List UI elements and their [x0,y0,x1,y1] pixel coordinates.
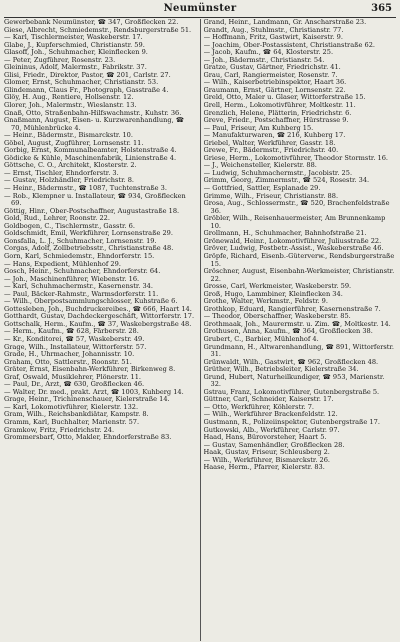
directory-entry: Grand, Heinr., Landmann, Gr. Anscharstraße 23. [203,19,367,26]
directory-entry: — Gustav, Holzhändler, Friedrichstr. 8. [4,176,134,185]
directory-entry: Grollmann, H., Schuhmacher, Bahnhofstraße 21. [203,229,367,238]
directory-entry: — Wilh., Oberpostsammlungschlosser, Kuhstraße 6. [4,297,178,306]
directory-entry: Gottschalk, Herm., Kaufm., ☎ 37, Waskebergstraße 48. [4,319,192,328]
directory-entry: — Joh., Bädermstr., Christianstr. 54. [203,55,325,64]
directory-entry: Glomer, Ernst, Schuhmacher, Christianstr. 53. [4,78,159,87]
directory-entry: — Karl, Lokomotivführer, Kielerstr. 132. [4,402,139,411]
directory-entry: Gröver, Ludwig, Postbetr.-Assist., Waskeberstraße 46. [203,244,384,253]
directory-entry: Gonsfalla, L. J., Schuhmacher, Lornsenstr. 19. [4,236,157,245]
directory-entry: Glabe, J., Kupferschmied, Christianstr. 59. [4,40,145,49]
directory-entry: — Hans, Expedient, Mühlenhof 29. [4,259,121,268]
directory-entry: — Peter, Zugführer, Rosenstr. 23. [4,55,116,64]
directory-entry: Grosse, Carl, Werkmeister, Waskeberstr. 59. [203,282,352,291]
directory-entry: Graham, Otto, Sattlerstr., Roonstr. 51. [4,357,132,366]
directory-entry: Gräter, Ernst, Eisenbahn-Werkführer, Birkenweg 8. [4,365,176,374]
directory-entry: Gröbler, Wilh., Reisenhauermeister, Am Brunnenkamp 10. [203,214,386,230]
directory-entry: — Wilh., Werkführer, Bismarckstr. 26. [203,455,330,464]
directory-entry: Haak, Gustav, Friseur, Schleusberg 2. [203,448,330,457]
directory-entry: Grund, Hubert, Naturheilkundiger, ☎ 953, Marienstr. 32. [203,372,385,389]
directory-entry: Gnaß, Otto, Straßenbahn-Hilfswachmstr., Kuhstr. 36. [4,108,182,117]
directory-entry: — Jacob, Kaufm., ☎ 64, Klosterstr. 25. [203,48,334,57]
directory-entry: Gorn, Karl, Schmiedemstr., Ehndorferstr. 15. [4,251,155,260]
directory-entry: Groß, Hugo, Lammbiner, Kleinflecken 34. [203,289,343,298]
directory-entry: Glisi, Friedr., Direktor, Pastor, ☎ 201, Carlstr. 27. [4,70,171,79]
directory-entry: — Gustav, Samenhändler, Großflecken 28. [203,440,345,449]
directory-columns [4,19,396,641]
directory-entry: — Karl, Tischlermeister, Waskeberstr. 17. [4,33,143,42]
directory-entry: — Wilh., Werkführer Brackenfeldstr. 12. [203,410,338,419]
directory-entry: — Joh., Maschinenführer, Wiebenstr. 16. [4,274,140,283]
directory-entry: Grönewald, Heinr., Lokomotivführer, Juliusstraße 22. [203,236,382,245]
directory-entry: Grage, Wilh., Installateur, Wittorferstr. 57. [4,342,147,351]
directory-entry: — Walter, Dr. med., prakt. Arzt, ☎ 1003, Kuhberg 14. [4,387,184,396]
directory-entry: — Heinr., Bädermstr., Bismarckstr. 10. [4,131,133,140]
directory-entry: — Otto, Werkführer, Köhlerstr. 7. [203,402,315,411]
directory-entry: Greve, Friedr., Postschaffner, Hürstrasse 9. [203,116,349,125]
directory-entry: Greld, Otto, Maler u. Glaser, Wittorferstraße 15. [203,93,366,102]
directory-entry: — Ernst, Tischler, Ehndorferstr. 3. [4,168,119,177]
header-rule [4,17,396,18]
directory-entry: Graf, Oswald, Musiklehrer, Plönerstr. 11. [4,372,142,381]
directory-entry: Grubert, C., Barbier, Mühlenhof 4. [203,334,319,343]
directory-entry: Göttig, Hinr., Ober-Postschaffner, Augustastraße 18. [4,206,180,215]
directory-entry: Gold, Rud., Lehrer, Roonstr. 22. [4,214,110,223]
directory-entry: Gröpfe, Richard, Eisenb.-Güterverw., Rendsburgerstraße 15. [203,251,395,268]
directory-entry: — Ludwig, Schuhmachermstr., Jacobistr. 25. [203,168,353,177]
directory-entry: Grundmann, H., Altwarenhandlung, ☎ 891, Wittorferstr. 31. [203,342,394,359]
directory-entry: Grell, Herm., Lokomotivführer, Moltkestr. 11. [203,101,356,110]
directory-entry: — Paul, Friseur, Am Kuhberg 15. [203,123,314,132]
directory-entry: Gödicke & Kühle, Maschinenfabrik, Linienstraße 4. [4,153,177,162]
directory-entry: — J., Weichensteller, Kielerstr. 88. [203,161,317,170]
directory-entry: — Wilh., Kaiserbetriebinspektor, Haart 36. [203,78,347,87]
directory-entry: Gustmann, R., Polizeiinspektor, Gutenbergstraße 17. [203,417,380,426]
directory-entry: Grewe, Fr., Bädermstr., Friedrichstr. 40. [203,146,339,155]
directory-entry: Grage, Heinr., Trichinenschauer, Kielerstraße 14. [4,395,170,404]
directory-entry: Grenzlich, Helene, Plätterin, Friedrichstr. 6. [203,108,352,117]
directory-entry: Gröschner, August, Eisenbahn-Werkmeister, Christianstr. 22. [203,267,395,283]
directory-entry: — Heinr., Bädermstr., ☎ 1087, Tuchtenstraße 3. [4,184,167,193]
directory-entry: Grosa, Aug., Schlossermstr., ☎ 520, Brachenfeldstraße 36. [203,199,390,215]
directory-entry: Gutkowski, Alb., Werkführer, Carlstr. 97. [203,425,340,434]
directory-entry: Giese, Albrecht, Schmiedemstr., Rendsburgerstraße 51. [4,25,192,34]
directory-entry: Gorbig, Ernst, Kommunalbeamter, Holstenstraße 4. [4,146,177,155]
right-column [204,19,397,641]
left-column [4,19,197,641]
page-number: 365 [371,3,392,14]
directory-entry: Griebel, Walter, Werkführer, Gasstr. 18. [203,138,336,147]
directory-entry: Grothe, Walter, Werkmstr., Feldstr. 9. [203,297,328,306]
page-title: Neumünster [163,3,237,14]
directory-entry: Gramkow, Fritz, Friedrichstr. 24. [4,425,115,434]
directory-entry: Corgas, Adolf, Zollbetriebsstr., Christianstraße 48. [4,244,174,253]
directory-entry: Glorer, Joh., Malermstr., Wieslanstr. 13. [4,101,137,110]
directory-entry: — Paul, Bäcker-Rahmstr., Warmsdorferstr. 11. [4,289,159,298]
directory-entry: Gram, Wilh., Reichsbankdiätar, Kampstr. 8. [4,410,149,419]
directory-entry: — Manufakturwaren, ☎ 216, Kuhberg 17. [203,131,346,140]
directory-entry: Grimm, Georg, Zimmermstr., ☎ 524, Rosestr. 34. [203,176,370,185]
directory-entry: Grade, H., Uhrmacher, Johannisstr. 10. [4,350,135,359]
directory-entry: Gstrau, Franz, Lokomotivführer, Gutenbergstraße 5. [203,387,380,396]
column-divider [200,19,201,641]
directory-entry: — Gottfried, Sattler, Esplanade 29. [203,184,321,193]
directory-entry: — Rob., Klempner u. Installateur, ☎ 934, Großflecken 69. [4,191,186,208]
directory-entry: Gosch, Heinr., Schuhmacher, Ehndorferstr. 64. [4,267,161,276]
directory-entry: Gottesleben, Joh., Buchdruckereibes., ☎ 666, Haart 14. [4,304,192,313]
directory-entry: Glindemann, Claus Fr., Photograph, Gasstraße 4. [4,85,169,94]
directory-entry: Gleininus, Adolf, Malermstr., Fabrikstr. 37. [4,63,147,72]
directory-entry: Gnaßmann, August, Eisen- u. Kurzwarenhandlung, ☎ 70, Mühlenbrücke 4. [4,116,185,132]
directory-entry: Gotthardt, Gustav, Dachdeckergeschäft, Wittorferstr. 17. [4,312,195,321]
directory-entry: — Herm., Kaufm., ☎ 628, Färberstr. 28. [4,327,139,336]
directory-entry: — Kr., Konditorei, ☎ 57, Waskeberstr. 49. [4,334,145,343]
directory-entry: Gramm, Karl, Buchhalter, Marienstr. 57. [4,417,140,426]
directory-entry: — Theodor, Oberschaffner, Waskeberstr. 85. [203,312,351,321]
directory-entry: Grommersbarf, Otto, Makler, Ehndorferstraße 83. [4,433,172,442]
directory-entry: Grothusen, Anna, Kaufm., ☎ 364, Großflecken 38. [203,327,373,336]
directory-entry: Grothkop, Eduard, Rangierführer, Kasernenstraße 7. [203,304,381,313]
directory-entry: Grau, Carl, Rangiermeister, Rosenstr. 7. [203,70,338,79]
directory-entry: Goldbogen, C., Tischlermstr., Gasstr. 6. [4,221,135,230]
directory-entry: Grothmaak, Joh., Maurermstr. u. Zim. ☎, Moltkestr. 14. [203,319,391,328]
directory-entry: — Karl, Schuhmachermstr., Kasernenstr. 34. [4,282,153,291]
directory-entry: Gewerbebank Neumünster, ☎ 347, Großflecken 22. [4,19,179,26]
directory-entry: Graumann, Ernst, Gärtner, Lornsenstr. 22. [203,85,346,94]
directory-entry: Göttsche, C. O., Architekt, Klosterstr. 2. [4,161,137,170]
directory-entry: Haad, Hans, Bürovorsteher, Haart 5. [203,433,327,442]
directory-entry: — Joachim, Ober-Postassistent, Christianstraße 62. [203,40,376,49]
directory-entry: — Hoffmann, Fritz, Gastwirt, Kaiserstr. 9. [203,33,343,42]
directory-entry: Gratze, Gustav, Gärtner, Friedrichstr. 41. [203,63,341,72]
directory-entry: Glasoff, Joh., Schuhmacher, Kleinflecken 9. [4,48,148,57]
directory-entry: — Paul, Dr., Arzt, ☎ 630, Großflecken 46. [4,380,145,389]
directory-entry: Güttner, Carl, Schneider, Kaiserstr. 17. [203,395,334,404]
directory-entry: Griese, Herm., Lokomotivführer, Theodor Stormstr. 16. [203,153,389,162]
directory-entry: Grimme, Wilh., Friseur, Christianstr. 88. [203,191,339,200]
directory-entry: Goldschmidt, Emil, Werkführer, Lornsenstraße 29. [4,229,173,238]
directory-entry: Glöy, H. Aug., Rentiere, Hollsenstr. 12. [4,93,134,102]
directory-entry: Haase, Herm., Pfarrer, Kielerstr. 83. [203,463,325,472]
directory-entry: Grandt, Aug., Stuhlmstr., Christianstr. 77. [203,25,344,34]
directory-entry: Grüther, Wilh., Betriebsleiter, Kielerstraße 34. [203,365,359,374]
directory-entry: Grünwaldt, Wilh., Gastwirt, ☎ 962, Großflecken 48. [203,357,379,366]
directory-entry: Göbel, August, Zugführer, Lornsenstr. 11. [4,138,144,147]
page-header [4,3,396,15]
